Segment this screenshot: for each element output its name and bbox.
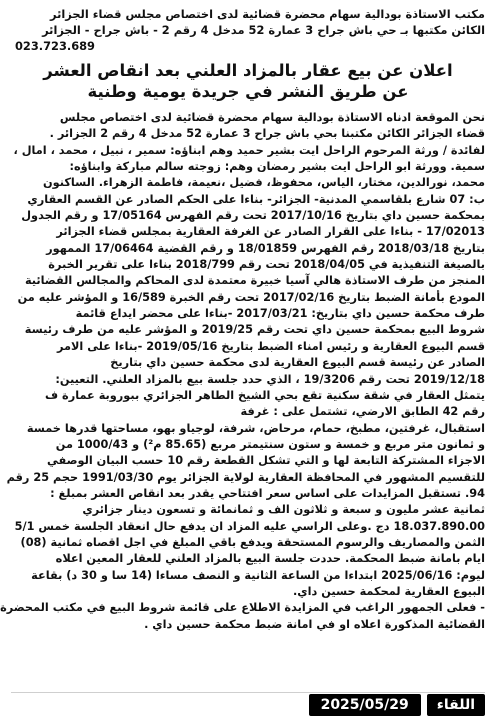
notice-title: [11, 60, 485, 102]
body-line: الاجزاء المشتركة التابعة لها و التي تشكل القطعة رقم 10 حسب البيان الوصفي: [47, 454, 485, 468]
body-line: قضاء الجزائر الكائن مكتبنا بحي باش جراح 3 عمارة 52 مدخل 4 رقم 2 الجزائر .: [49, 127, 485, 141]
office-address-line: الكائن مكتبها بـ حي باش جراح 3 عمارة 52 مدخل 4 رقم 2 - باش جراح - الجزائر: [42, 23, 485, 37]
body-line: المودع بأمانة الضبط بتاريخ 2017/02/16 تحت رقم الخبرة 16/589 و المؤشر عليه من: [17, 290, 485, 304]
body-line: لفائدة / ورثة المرحوم الراحل ايت بشير حميد وهم ابناؤه: سمير ، نبيل ، محمد ، امال ،: [13, 143, 485, 157]
office-name-line: مكتب الاستاذة بودالية سهام محضرة قضائية لدى اختصاص مجلس قضاء الجزائر: [50, 7, 485, 21]
publication-name-badge: اللقاء: [427, 694, 485, 716]
publication-footer: [3, 692, 493, 718]
body-line: نحن الموقعة ادناه الاستاذة بودالية سهام محضرة قضائية لدى اختصاص مجلس: [59, 111, 485, 124]
closing-line: - فعلى الجمهور الراغب في المزايدة الاطلاع على قائمة شروط البيع في مكتب المحضرة: [0, 601, 485, 615]
office-phone: 023.723.689: [15, 39, 95, 53]
body-line: 17/02013 - بناءا على القرار الصادر عن الغرفة العقارية بمجلس قضاء الجزائر: [56, 225, 485, 239]
body-line: 2019/12/18 تحت رقم 19/3206 ، الذي حدد جلسة بيع بالمزاد العلني. التعيين:: [55, 372, 485, 386]
body-line: ايام بامانة ضبط المحكمة. حددت جلسة البيع بالمزاد العلني للعقار المعين اعلاه: [55, 552, 485, 566]
bailiff-office-header: [11, 6, 485, 54]
body-line: و ثمانون متر مربع و خمسة و ستون سنتيمتر مربع (85.65 م²) و 1000/43 من: [55, 437, 485, 451]
body-line: الصادر عن رئيسة قسم البيوع العقارية لدى محكمة حسين داي بتاريخ: [110, 356, 485, 370]
body-line: البيوع العقارية لمحكمة حسين داي.: [292, 584, 485, 598]
footer-divider: [11, 692, 485, 693]
notice-title-line-2: عن طريق النشر في جريدة يومية وطنية: [87, 82, 409, 101]
body-line: يتمثل العقار في شقة سكنية تقع بحي الشيخ الطاهر الجزائري ببوروبة عمارة ف: [45, 388, 485, 402]
body-line: قسم البيوع العقارية و رئيس امناء الضبط بتاريخ 2019/05/16 -بناءا على الامر: [56, 339, 485, 353]
body-line: طرف محكمة حسين داي بتاريخ: 2017/03/21 -بناءا على محضر ايداع قائمة: [75, 307, 485, 321]
body-line: بالصيغة التنفيذية في 2018/04/05 تحت رقم 2018/799 بناءا على تقرير الخبرة: [48, 258, 485, 272]
body-line: بمحكمة حسين داي بتاريخ 2017/10/16 تحت رقم الفهرس 17/05164 و رقم الجدول: [21, 209, 485, 223]
body-line: 18.037.890.00 دج .وعلى الراسي عليه المزاد ان يدفع حال انعقاد الجلسة خمس 5/1: [14, 519, 485, 533]
notice-title-line-1: اعلان عن بيع عقار بالمزاد العلني بعد انقاص العشر: [43, 61, 453, 80]
body-line: ثمانية عشر مليون و سبعة و ثلاثون الف و ثمانمائة و تسعون دينار جزائري: [82, 503, 485, 517]
body-line: الثمن والمصاريف والرسوم المستحقة ويدفع باقي المبلغ في اجل اقصاه ثمانية (08): [20, 535, 485, 549]
body-line: استقبال، غرفتين، مطبخ، حمام، مرحاض، شرفة، لوجياو بهو، مساحتها قدرها خمسة: [26, 421, 485, 435]
body-line: سمية. وورثة ابو الراحل ايت بشير رمضان وهم: زوجته سالم مباركة وابناؤه:: [69, 160, 485, 174]
body-line: 94. تستقبل المزايدات على اساس سعر افتتاحي يقدر بعد انقاص العشر بمبلغ :: [50, 486, 485, 500]
notice-body: [0, 110, 485, 633]
closing-line: القضائية المذكورة اعلاه او في امانة ضبط محكمة حسين داي .: [144, 617, 485, 631]
body-line: ب: 07 شارع بلقاسمي المدنية- الجزائر- بناءا على الحكم الصادر عن القسم العقاري: [27, 192, 485, 206]
body-line: المنجز من طرف الاستاذة هالي آسيا خبيرة معتمدة لدى المحاكم والمجالس القضائية: [24, 274, 485, 288]
body-line: للتقسيم المشهور في المحافظة العقارية لولاية الجزائر يوم 1991/03/30 حجم 25 رقم: [6, 470, 485, 484]
body-line: محمد، نورالدين، مختار، الياس، محفوظ، فضيل ،نعيمة، فاطمة الزهراء. الساكنون: [43, 176, 485, 190]
body-line: شروط البيع بمحكمة حسين داي تحت رقم 2019/25 و المؤشر عليه من طرف رئيسة: [24, 323, 485, 337]
publication-date-badge: 2025/05/29: [309, 694, 421, 716]
body-line: رقم 42 الطابق الارضي، تشتمل على : غرفة: [240, 405, 485, 419]
body-line: بتاريخ 2018/03/18 رقم الفهرس 18/01859 و رقم القضية 17/06464 الممهور: [46, 241, 485, 255]
body-line: ليوم: 2025/06/16 ابتداءا من الساعة الثانية و النصف مساءا (14 سا و 30 د) بقاعة: [31, 568, 485, 582]
